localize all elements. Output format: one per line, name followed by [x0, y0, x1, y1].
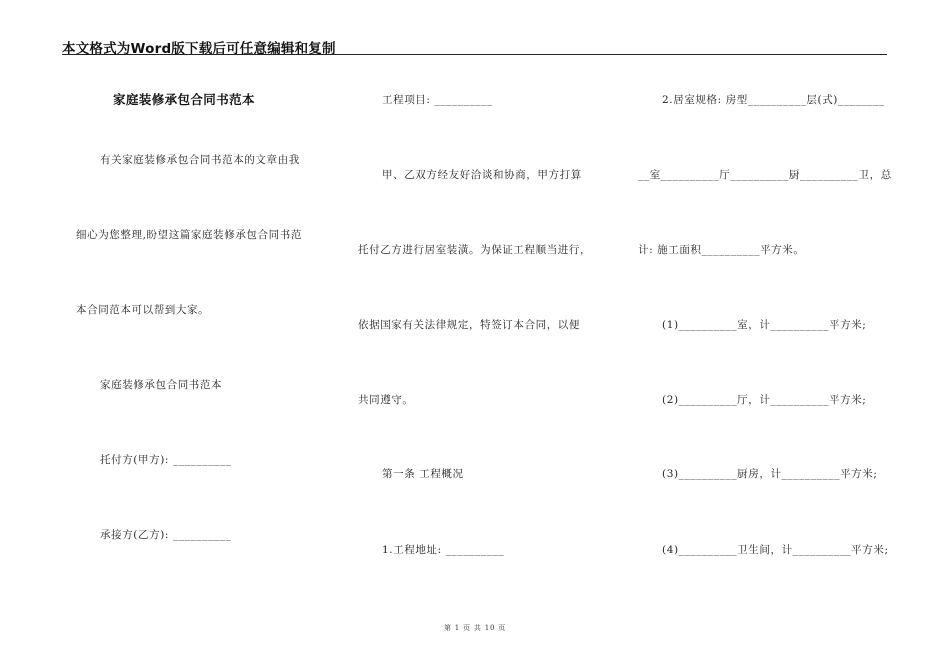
column-middle: [358, 0, 613, 672]
project-field: 工程项目: __________: [382, 94, 493, 106]
room-spec-field: 2.居室规格: 房型__________层(式)________: [662, 94, 885, 106]
party-b-field: 承接方(乙方): __________: [100, 529, 232, 541]
document-banner: 本文格式为Word版下载后可任意编辑和复制: [62, 41, 336, 57]
bathroom-area-field: (4)__________卫生间，计__________平方米;: [662, 544, 889, 556]
paragraph-line: 有关家庭装修承包合同书范本的文章由我: [100, 154, 300, 166]
page-number: 第 1 页 共 10 页: [443, 624, 507, 632]
paragraph-line: 甲、乙双方经友好洽谈和协商，甲方打算: [382, 169, 582, 181]
paragraph-line: 托付乙方进行居室装潢。为保证工程顺当进行，: [358, 244, 592, 256]
article-heading: 第一条 工程概况: [382, 468, 464, 480]
column-left: [76, 0, 326, 672]
bedroom-area-field: (1)__________室，计__________平方米;: [662, 319, 867, 331]
party-a-field: 托付方(甲方): __________: [100, 454, 232, 466]
paragraph-line: 依据国家有关法律规定，特签订本合同，以便: [358, 319, 580, 331]
document-title: 家庭装修承包合同书范本: [113, 92, 255, 107]
area-total-field: 计: 施工面积__________平方米。: [638, 244, 805, 256]
kitchen-area-field: (3)__________厨房，计__________平方米;: [662, 468, 878, 480]
column-right: [638, 0, 893, 672]
paragraph-line: 细心为您整理,盼望这篇家庭装修承包合同书范: [76, 229, 302, 241]
paragraph-line: 本合同范本可以帮到大家。: [76, 304, 210, 316]
address-field: 1.工程地址: __________: [382, 544, 505, 556]
room-count-field: __室__________厅__________厨__________卫，总: [638, 169, 892, 181]
hall-area-field: (2)__________厅，计__________平方米;: [662, 394, 867, 406]
section-heading: 家庭装修承包合同书范本: [100, 379, 223, 391]
paragraph-line: 共同遵守。: [358, 394, 414, 406]
